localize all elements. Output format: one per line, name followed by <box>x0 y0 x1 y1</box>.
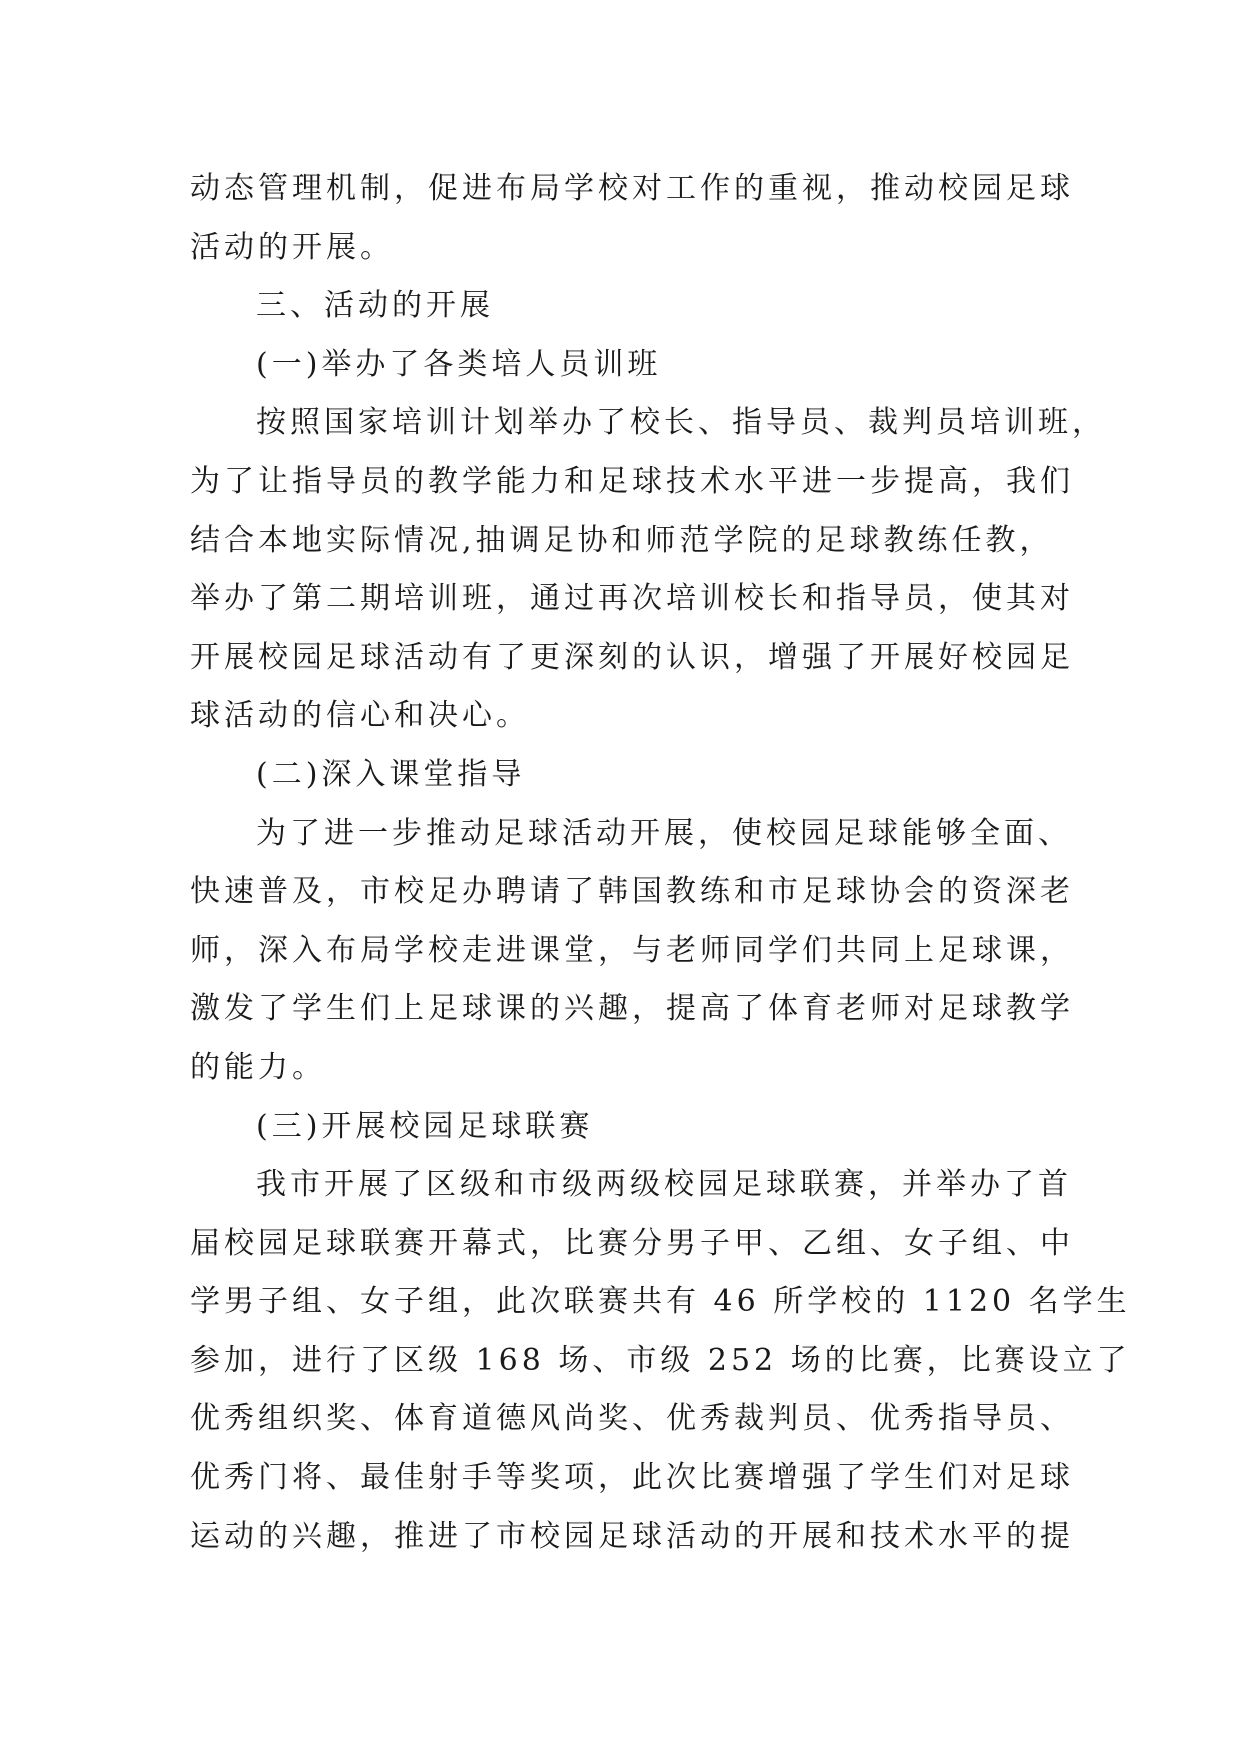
text-line: 快速普及，市校足办聘请了韩国教练和市足球协会的资深老 <box>190 874 1074 910</box>
text-line: 为了让指导员的教学能力和足球技术水平进一步提高，我们 <box>190 463 1074 499</box>
text-line: 活动的开展。 <box>190 229 394 265</box>
text-line: 优秀组织奖、体育道德风尚奖、优秀裁判员、优秀指导员、 <box>190 1401 1074 1437</box>
text-line: 参加，进行了区级 168 场、市级 252 场的比赛，比赛设立了 <box>190 1342 1131 1378</box>
text-line: 结合本地实际情况,抽调足协和师范学院的足球教练任教， <box>190 522 1054 558</box>
text-line: 届校园足球联赛开幕式，比赛分男子甲、乙组、女子组、中 <box>190 1225 1074 1261</box>
text-line: 学男子组、女子组，此次联赛共有 46 所学校的 1120 名学生 <box>190 1284 1131 1320</box>
text-line: 优秀门将、最佳射手等奖项，此次比赛增强了学生们对足球 <box>190 1460 1074 1496</box>
text-line: 动态管理机制，促进布局学校对工作的重视，推动校园足球 <box>190 171 1074 206</box>
text-line: 球活动的信心和决心。 <box>190 698 530 734</box>
subsection-heading: (三)开展校园足球联赛 <box>256 1108 594 1144</box>
text-line: 举办了第二期培训班，通过再次培训校长和指导员，使其对 <box>190 581 1074 617</box>
subsection-heading: (一)举办了各类培人员训班 <box>256 346 662 382</box>
text-line: 激发了学生们上足球课的兴趣，提高了体育老师对足球教学 <box>190 991 1074 1027</box>
text-line: 开展校园足球活动有了更深刻的认识，增强了开展好校园足 <box>190 639 1074 675</box>
subsection-heading: (二)深入课堂指导 <box>256 756 526 792</box>
text-line: 按照国家培训计划举办了校长、指导员、裁判员培训班， <box>256 405 1106 441</box>
text-line: 师，深入布局学校走进课堂，与老师同学们共同上足球课， <box>190 932 1074 968</box>
text-line: 运动的兴趣，推进了市校园足球活动的开展和技术水平的提 <box>190 1518 1074 1554</box>
section-heading: 三、活动的开展 <box>256 288 494 324</box>
text-line: 我市开展了区级和市级两级校园足球联赛，并举办了首 <box>256 1167 1072 1203</box>
text-line: 的能力。 <box>190 1049 326 1085</box>
text-line: 为了进一步推动足球活动开展，使校园足球能够全面、 <box>256 815 1072 851</box>
body-text <box>190 160 1131 1566</box>
